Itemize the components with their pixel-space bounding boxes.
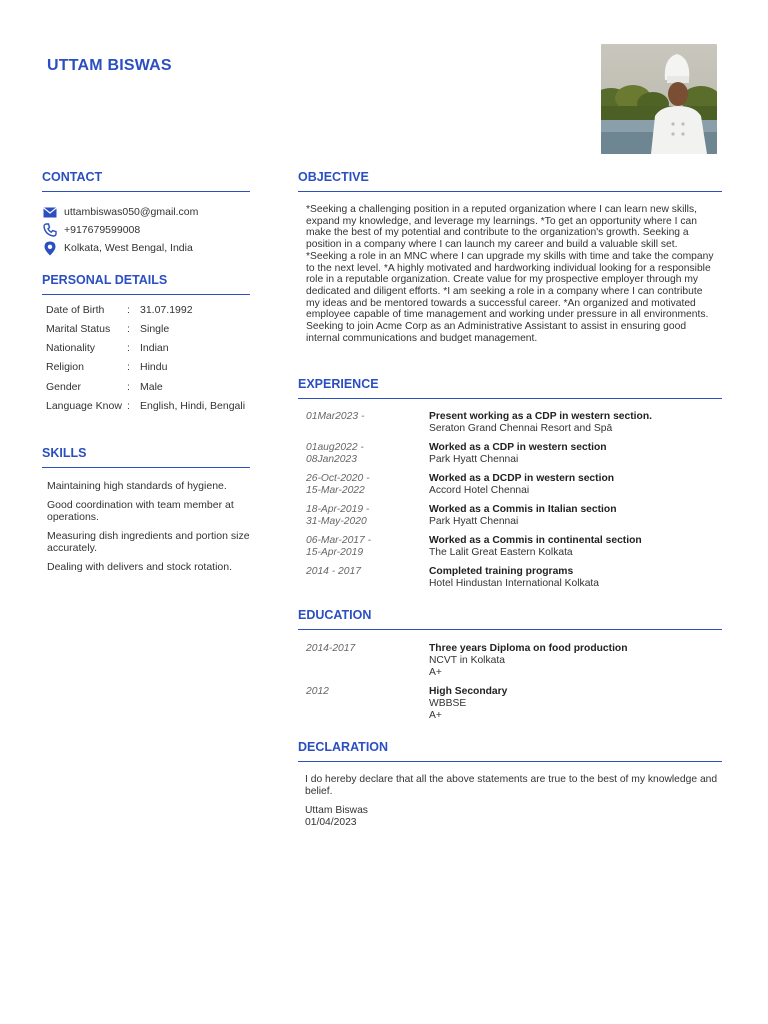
contact-location-row bbox=[42, 241, 193, 255]
experience-date: 06-Mar-2017 - 15-Apr-2019 bbox=[306, 535, 372, 558]
experience-place: The Lalit Great Eastern Kolkata bbox=[429, 547, 573, 558]
personal-value: 31.07.1992 bbox=[140, 304, 193, 316]
education-date: 2012 bbox=[306, 686, 329, 697]
experience-place: Park Hyatt Chennai bbox=[429, 454, 519, 465]
candidate-name: UTTAM BISWAS bbox=[47, 57, 172, 74]
experience-place: Hotel Hindustan International Kolkata bbox=[429, 578, 600, 589]
personal-value: Indian bbox=[140, 342, 169, 354]
experience-place: Park Hyatt Chennai bbox=[429, 516, 519, 527]
personal-value: Hindu bbox=[140, 361, 168, 373]
contact-phone-row bbox=[42, 223, 140, 237]
contact-phone[interactable]: +917679599008 bbox=[64, 224, 141, 236]
education-divider bbox=[298, 629, 722, 630]
objective-divider bbox=[298, 191, 722, 192]
personal-details-heading: PERSONAL DETAILS bbox=[42, 273, 168, 287]
location-pin-icon bbox=[42, 241, 58, 255]
experience-heading: EXPERIENCE bbox=[298, 377, 379, 391]
experience-title: Present working as a CDP in western section. bbox=[429, 411, 652, 422]
contact-heading: CONTACT bbox=[42, 170, 103, 184]
experience-title: Worked as a Commis in Italian section bbox=[429, 504, 617, 515]
declaration-date: 01/04/2023 bbox=[305, 817, 357, 828]
skill-item: Good coordination with team member at operations. bbox=[47, 499, 234, 523]
experience-title: Worked as a CDP in western section bbox=[429, 442, 607, 453]
personal-label: Nationality bbox=[46, 342, 96, 354]
skill-item: Maintaining high standards of hygiene. bbox=[47, 480, 227, 492]
profile-photo bbox=[601, 44, 717, 154]
experience-date: 26-Oct-2020 - 15-Mar-2022 bbox=[306, 473, 370, 496]
objective-text: *Seeking a challenging position in a reputed organization where I can learn new skills, expand my knowledge, and leverage my learnings. *To get an opportunity where I can make the best of my potential and contribute to the organization's growth. Seeking a position in a company where I can launch my career and build a valuable skill set. *Seeking a role in an MNC where I can upgrade my skills with time and take the company to the next level. *A highly motivated and hardworking individual looking for a responsible role in a reputable organization. Create value for my prospective employer through my dedicated and diligent efforts. *I am seeking a role in a company where I can contribute my ideas and be mentored towards a successful career. *An organized and motivated employee capable of time management and working under pressure in all environments. Seeking to join Acme Corp as an Administrative Assistant to assist in ensuring good internal communications and budget management. bbox=[306, 204, 714, 344]
personal-value: Single bbox=[140, 323, 170, 335]
skills-divider bbox=[42, 467, 250, 468]
experience-divider bbox=[298, 398, 722, 399]
experience-date: 2014 - 2017 bbox=[306, 566, 361, 577]
experience-title: Worked as a DCDP in western section bbox=[429, 473, 615, 484]
personal-value: English, Hindi, Bengali bbox=[140, 400, 246, 412]
declaration-text: I do hereby declare that all the above statements are true to the best of my knowledge and belief. bbox=[305, 774, 718, 797]
experience-date: 18-Apr-2019 - 31-May-2020 bbox=[306, 504, 370, 527]
personal-label: Religion bbox=[46, 361, 84, 373]
personal-label: Marital Status bbox=[46, 323, 111, 335]
experience-date: 01aug2022 - 08Jan2023 bbox=[306, 442, 364, 465]
envelope-icon bbox=[42, 205, 58, 219]
declaration-heading: DECLARATION bbox=[298, 740, 389, 754]
declaration-divider bbox=[298, 761, 722, 762]
experience-place: Seraton Grand Chennai Resort and Spā bbox=[429, 423, 613, 434]
education-grade: A+ bbox=[429, 710, 442, 721]
phone-icon bbox=[42, 223, 58, 237]
contact-email[interactable]: uttambiswas050@gmail.com bbox=[64, 206, 199, 218]
contact-divider bbox=[42, 191, 250, 192]
skill-item: Dealing with delivers and stock rotation. bbox=[47, 561, 233, 573]
education-title: Three years Diploma on food production bbox=[429, 643, 628, 654]
personal-label: Gender bbox=[46, 381, 82, 393]
education-title: High Secondary bbox=[429, 686, 508, 697]
education-date: 2014-2017 bbox=[306, 643, 356, 654]
education-grade: A+ bbox=[429, 667, 442, 678]
experience-place: Accord Hotel Chennai bbox=[429, 485, 530, 496]
education-place: NCVT in Kolkata bbox=[429, 655, 505, 666]
skills-heading: SKILLS bbox=[42, 446, 87, 460]
skill-item: Measuring dish ingredients and portion size accurately. bbox=[47, 530, 250, 554]
personal-value: Male bbox=[140, 381, 163, 393]
personal-label: Date of Birth bbox=[46, 304, 105, 316]
education-place: WBBSE bbox=[429, 698, 467, 709]
education-heading: EDUCATION bbox=[298, 608, 372, 622]
experience-title: Worked as a Commis in continental section bbox=[429, 535, 642, 546]
personal-label: Language Know bbox=[46, 400, 122, 412]
contact-location: Kolkata, West Bengal, India bbox=[64, 242, 193, 254]
personal-details-divider bbox=[42, 294, 250, 295]
contact-email-row bbox=[42, 205, 198, 219]
experience-date: 01Mar2023 - bbox=[306, 411, 365, 422]
declaration-name: Uttam Biswas bbox=[305, 805, 368, 816]
experience-title: Completed training programs bbox=[429, 566, 574, 577]
objective-heading: OBJECTIVE bbox=[298, 170, 369, 184]
